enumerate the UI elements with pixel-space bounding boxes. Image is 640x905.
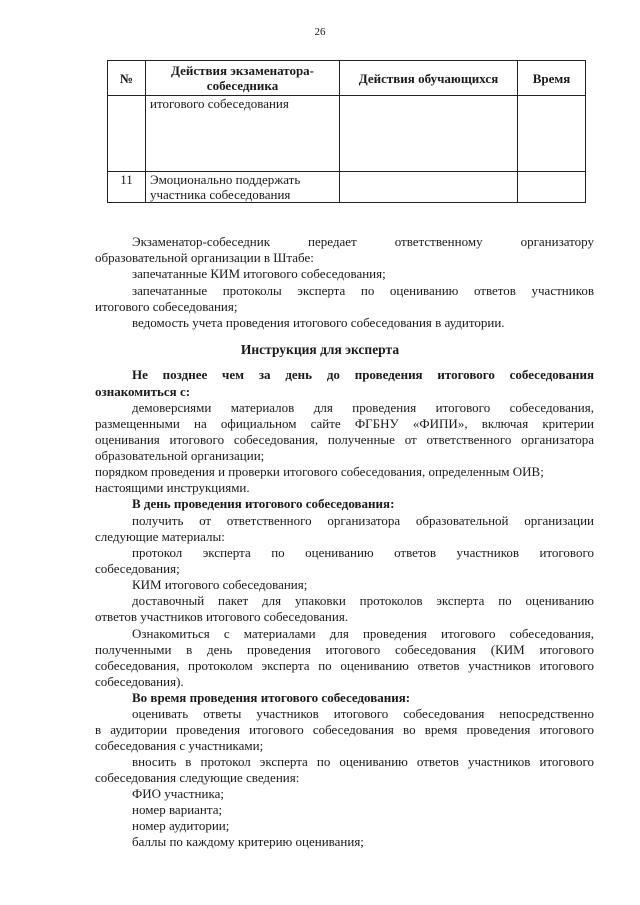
- page-number: 26: [314, 26, 326, 38]
- day-heading: В день проведения итогового собеседования:: [132, 496, 395, 511]
- header-time: Время: [518, 61, 586, 96]
- actions-table: [107, 60, 586, 203]
- demo-paragraph-line2: размещенными на официальном сайте ФГБНУ «ФИПИ», включая критерии: [95, 416, 594, 431]
- protocol-item-cont: собеседования;: [95, 561, 180, 576]
- table-row: [108, 172, 586, 203]
- table-row: [108, 96, 586, 172]
- demo-paragraph: демоверсиями материалов для проведения итогового собеседования,: [132, 400, 594, 415]
- row-number: 11: [108, 172, 146, 203]
- before-heading-cont: ознакомиться с:: [95, 384, 191, 399]
- demo-paragraph-line3: оценивания итогового собеседования, полученные от ответственного организатора: [95, 432, 594, 447]
- package-item-cont: ответов участников итогового собеседования.: [95, 609, 349, 624]
- familiarize-paragraph-line3: собеседования, протоколом эксперта по оцениванию ответов участников итогового: [95, 658, 594, 673]
- evaluate-paragraph-line3: собеседования с участниками;: [95, 738, 264, 753]
- enter-paragraph: вносить в протокол эксперта по оцениванию ответов участников итогового: [132, 754, 594, 769]
- enter-paragraph-cont: собеседования следующие сведения:: [95, 770, 300, 785]
- before-heading: Не позднее чем за день до проведения итогового собеседования: [132, 367, 594, 382]
- examiner-action-cell: Эмоционально поддержать участника собеседования: [146, 172, 340, 203]
- transfer-intro: Экзаменатор-собеседник передает ответственному организатору: [132, 234, 594, 249]
- header-number: №: [108, 61, 146, 96]
- evaluate-paragraph: оценивать ответы участников итогового собеседования непосредственно: [132, 706, 594, 721]
- package-item: доставочный пакет для упаковки протоколов эксперта по оцениванию: [132, 593, 594, 608]
- order-line: порядком проведения и проверки итогового собеседования, определенным ОИВ;: [95, 464, 544, 479]
- instructions-line: настоящими инструкциями.: [95, 480, 250, 495]
- row-number: [108, 96, 146, 172]
- transfer-item-statement: ведомость учета проведения итогового собеседования в аудитории.: [132, 315, 505, 330]
- examiner-action-cell: итогового собеседования: [146, 96, 340, 172]
- time-cell: [518, 96, 586, 172]
- receive-paragraph: получить от ответственного организатора образовательной организации: [132, 513, 594, 528]
- protocol-item: протокол эксперта по оцениванию ответов участников итогового: [132, 545, 594, 560]
- time-cell: [518, 172, 586, 203]
- familiarize-paragraph: Ознакомиться с материалами для проведения итогового собеседования,: [132, 626, 594, 641]
- transfer-item-protocols-cont: итогового собеседования;: [95, 299, 238, 314]
- list-item-scores: баллы по каждому критерию оценивания;: [132, 834, 364, 849]
- header-student-actions: Действия обучающихся: [340, 61, 518, 96]
- transfer-intro-cont: образовательной организации в Штабе:: [95, 250, 314, 265]
- list-item-fio: ФИО участника;: [132, 786, 224, 801]
- familiarize-paragraph-line2: полученными в день проведения итогового собеседования (КИМ итогового: [95, 642, 594, 657]
- list-item-room: номер аудитории;: [132, 818, 230, 833]
- table-header-row: [108, 61, 586, 96]
- expert-heading: Инструкция для эксперта: [240, 342, 400, 357]
- receive-paragraph-cont: следующие материалы:: [95, 529, 225, 544]
- transfer-item-kim: запечатанные КИМ итогового собеседования;: [132, 266, 386, 281]
- student-action-cell: [340, 96, 518, 172]
- list-item-variant: номер варианта;: [132, 802, 223, 817]
- evaluate-paragraph-line2: в аудитории проведения итогового собеседования во время проведения итогового: [95, 722, 594, 737]
- during-heading: Во время проведения итогового собеседования:: [132, 690, 411, 705]
- header-examiner-actions: Действия экзаменатора-собеседника: [146, 61, 340, 96]
- demo-paragraph-line4: образовательной организации;: [95, 448, 265, 463]
- familiarize-paragraph-line4: собеседования).: [95, 674, 184, 689]
- kim-item: КИМ итогового собеседования;: [132, 577, 308, 592]
- transfer-item-protocols: запечатанные протоколы эксперта по оцениванию ответов участников: [132, 283, 594, 298]
- student-action-cell: [340, 172, 518, 203]
